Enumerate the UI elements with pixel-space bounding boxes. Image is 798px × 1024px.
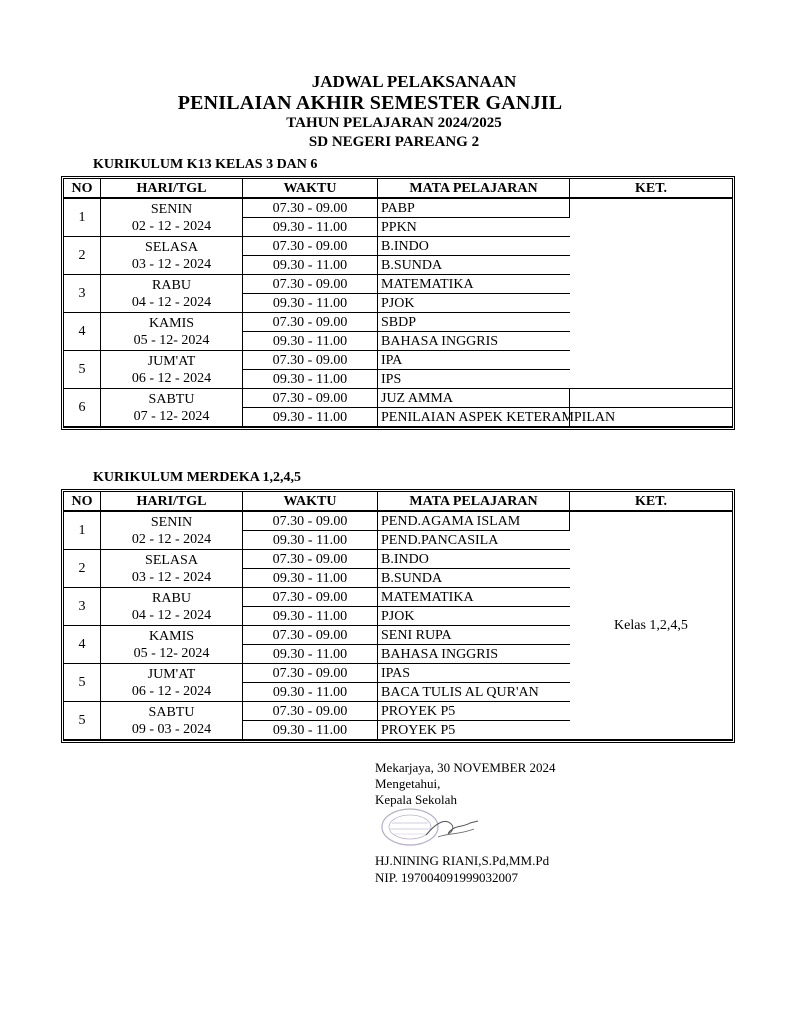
title-line-1: JADWAL PELAKSANAAN xyxy=(311,72,517,91)
subject-cell: BACA TULIS AL QUR'AN xyxy=(378,683,570,702)
day-date: 04 - 12 - 2024 xyxy=(131,294,212,310)
time-cell: 09.30 - 11.00 xyxy=(243,370,378,389)
ket-cell xyxy=(570,199,732,389)
signature-acknowledged: Mengetahui, xyxy=(375,776,441,791)
row-number: 2 xyxy=(64,237,101,275)
col-day-header: HARI/TGL xyxy=(101,492,243,512)
subject-cell: PPKN xyxy=(378,218,570,237)
time-cell: 09.30 - 11.00 xyxy=(243,332,378,351)
subject-cell: PROYEK P5 xyxy=(378,721,570,740)
signature-role: Kepala Sekolah xyxy=(375,792,457,807)
school-name: SD NEGERI PAREANG 2 xyxy=(308,134,480,150)
day-name: SELASA xyxy=(145,239,198,255)
day-name: SABTU xyxy=(148,704,195,720)
subject-cell: PJOK xyxy=(378,607,570,626)
time-cell: 07.30 - 09.00 xyxy=(243,389,378,408)
subject-cell: MATEMATIKA xyxy=(378,275,570,294)
time-cell: 07.30 - 09.00 xyxy=(243,275,378,294)
day-date: 02 - 12 - 2024 xyxy=(131,218,212,234)
time-cell: 09.30 - 11.00 xyxy=(243,531,378,550)
subject-cell: B.INDO xyxy=(378,550,570,569)
table-row xyxy=(64,389,732,408)
time-cell: 09.30 - 11.00 xyxy=(243,645,378,664)
day-date-cell xyxy=(101,702,243,740)
row-number: 1 xyxy=(64,199,101,237)
day-date: 06 - 12 - 2024 xyxy=(131,370,212,386)
col-no-header: NO xyxy=(64,492,101,512)
time-cell: 09.30 - 11.00 xyxy=(243,256,378,275)
col-subject-header: MATA PELAJARAN xyxy=(378,492,570,512)
subject-cell: PABP xyxy=(378,199,570,218)
ket-cell xyxy=(570,389,732,408)
day-date: 05 - 12- 2024 xyxy=(133,645,210,661)
subject-cell: IPAS xyxy=(378,664,570,683)
day-name: RABU xyxy=(152,277,191,293)
time-cell: 07.30 - 09.00 xyxy=(243,702,378,721)
day-date-cell xyxy=(101,389,243,427)
col-day-header: HARI/TGL xyxy=(101,179,243,199)
schedule-table-k13 xyxy=(61,176,735,430)
time-cell: 09.30 - 11.00 xyxy=(243,408,378,427)
table-row xyxy=(64,199,732,218)
day-date: 02 - 12 - 2024 xyxy=(131,531,212,547)
subject-cell: B.INDO xyxy=(378,237,570,256)
time-cell: 09.30 - 11.00 xyxy=(243,683,378,702)
day-date: 09 - 03 - 2024 xyxy=(131,721,212,737)
title-line-3: TAHUN PELAJARAN 2024/2025 xyxy=(286,115,502,131)
day-date: 06 - 12 - 2024 xyxy=(131,683,212,699)
signature-nip: NIP. 197004091999032007 xyxy=(375,870,519,885)
day-date-cell xyxy=(101,512,243,550)
day-date-cell xyxy=(101,588,243,626)
day-name: KAMIS xyxy=(148,628,195,644)
signature-place-date: Mekarjaya, 30 NOVEMBER 2024 xyxy=(375,760,556,775)
table-header-row xyxy=(64,492,732,512)
row-number: 5 xyxy=(64,351,101,389)
subject-cell: IPS xyxy=(378,370,570,389)
day-name: RABU xyxy=(152,590,191,606)
subject-cell: PEND.PANCASILA xyxy=(378,531,570,550)
subject-cell: B.SUNDA xyxy=(378,256,570,275)
subject-cell: PENILAIAN ASPEK KETERAMPILAN xyxy=(378,408,570,427)
day-date: 05 - 12- 2024 xyxy=(133,332,210,348)
row-number: 5 xyxy=(64,702,101,740)
row-number: 4 xyxy=(64,313,101,351)
time-cell: 09.30 - 11.00 xyxy=(243,218,378,237)
school-stamp-signature xyxy=(378,805,488,850)
day-date-cell xyxy=(101,351,243,389)
subject-cell: BAHASA INGGRIS xyxy=(378,645,570,664)
subject-cell: SBDP xyxy=(378,313,570,332)
col-ket-header: KET. xyxy=(570,492,732,512)
day-name: KAMIS xyxy=(148,315,195,331)
time-cell: 09.30 - 11.00 xyxy=(243,607,378,626)
day-date-cell xyxy=(101,313,243,351)
section-title-merdeka: KURIKULUM MERDEKA 1,2,4,5 xyxy=(93,470,302,485)
row-number: 3 xyxy=(64,588,101,626)
time-cell: 07.30 - 09.00 xyxy=(243,237,378,256)
time-cell: 09.30 - 11.00 xyxy=(243,294,378,313)
day-name: SABTU xyxy=(148,391,195,407)
day-date: 03 - 12 - 2024 xyxy=(131,569,212,585)
day-name: SENIN xyxy=(150,201,193,217)
time-cell: 07.30 - 09.00 xyxy=(243,550,378,569)
row-number: 2 xyxy=(64,550,101,588)
subject-cell: PJOK xyxy=(378,294,570,313)
subject-cell: SENI RUPA xyxy=(378,626,570,645)
row-number: 6 xyxy=(64,389,101,427)
day-date: 07 - 12- 2024 xyxy=(133,408,210,424)
day-date-cell xyxy=(101,664,243,702)
day-date-cell xyxy=(101,275,243,313)
row-number: 4 xyxy=(64,626,101,664)
col-ket-header: KET. xyxy=(570,179,732,199)
col-time-header: WAKTU xyxy=(243,492,378,512)
subject-cell: PEND.AGAMA ISLAM xyxy=(378,512,570,531)
day-name: JUM'AT xyxy=(147,353,196,369)
day-date-cell xyxy=(101,550,243,588)
row-number: 3 xyxy=(64,275,101,313)
subject-cell: B.SUNDA xyxy=(378,569,570,588)
day-date-cell xyxy=(101,199,243,237)
time-cell: 07.30 - 09.00 xyxy=(243,199,378,218)
subject-cell: BAHASA INGGRIS xyxy=(378,332,570,351)
day-name: SENIN xyxy=(150,514,193,530)
col-subject-header: MATA PELAJARAN xyxy=(378,179,570,199)
table-header-row xyxy=(64,179,732,199)
subject-cell: IPA xyxy=(378,351,570,370)
col-time-header: WAKTU xyxy=(243,179,378,199)
subject-cell: MATEMATIKA xyxy=(378,588,570,607)
day-date: 04 - 12 - 2024 xyxy=(131,607,212,623)
time-cell: 07.30 - 09.00 xyxy=(243,512,378,531)
signature-name: HJ.NINING RIANI,S.Pd,MM.Pd xyxy=(375,853,550,868)
table-row xyxy=(64,512,732,531)
row-number: 5 xyxy=(64,664,101,702)
section-title-k13: KURIKULUM K13 KELAS 3 DAN 6 xyxy=(93,157,318,172)
day-date-cell xyxy=(101,237,243,275)
time-cell: 07.30 - 09.00 xyxy=(243,351,378,370)
time-cell: 09.30 - 11.00 xyxy=(243,569,378,588)
title-line-2: PENILAIAN AKHIR SEMESTER GANJIL xyxy=(177,92,563,114)
time-cell: 07.30 - 09.00 xyxy=(243,313,378,332)
time-cell: 07.30 - 09.00 xyxy=(243,626,378,645)
day-date-cell xyxy=(101,626,243,664)
schedule-table-merdeka xyxy=(61,489,735,743)
time-cell: 07.30 - 09.00 xyxy=(243,588,378,607)
row-number: 1 xyxy=(64,512,101,550)
day-name: JUM'AT xyxy=(147,666,196,682)
subject-cell: PROYEK P5 xyxy=(378,702,570,721)
ket-cell: Kelas 1,2,4,5 xyxy=(570,512,732,740)
time-cell: 07.30 - 09.00 xyxy=(243,664,378,683)
col-no-header: NO xyxy=(64,179,101,199)
day-name: SELASA xyxy=(145,552,198,568)
time-cell: 09.30 - 11.00 xyxy=(243,721,378,740)
day-date: 03 - 12 - 2024 xyxy=(131,256,212,272)
subject-cell: JUZ AMMA xyxy=(378,389,570,408)
